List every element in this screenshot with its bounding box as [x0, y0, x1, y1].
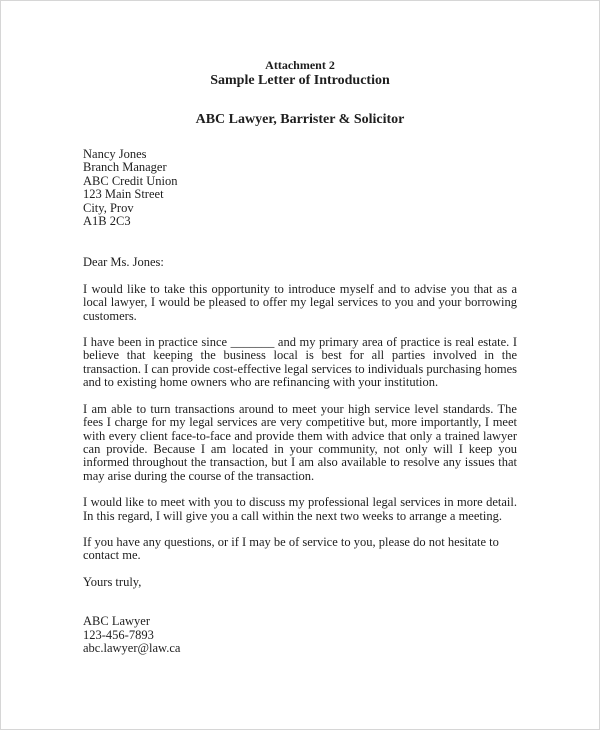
letterhead: ABC Lawyer, Barrister & Solicitor [195, 112, 405, 127]
recipient-postal-code: A1B 2C3 [83, 214, 131, 229]
paragraph-service: I am able to turn transactions around to meet your high service level standards. The fees I charge for my legal services are very competitive but, more importantly, I meet with every client face-to-face and provide them with advice that only a trained lawyer can provide. Because I am located in your community, not only will I keep you informed throughout the transaction, but I am also available to resolve any issues that may arise during the course of the transaction. [83, 401, 517, 483]
signature-name: ABC Lawyer [83, 614, 150, 629]
paragraph-questions: If you have any questions, or if I may be of service to you, please do not hesitate to contact me. [83, 534, 499, 563]
recipient-title: Branch Manager [83, 160, 167, 175]
recipient-name: Nancy Jones [83, 147, 147, 161]
signature-block [83, 615, 517, 655]
document-header [83, 58, 517, 89]
recipient-company: ABC Credit Union [83, 173, 178, 188]
recipient-city: City, Prov [83, 200, 134, 215]
paragraph-introduction: I would like to take this opportunity to introduce myself and to advise you that as a local lawyer, I would be pleased to offer my legal services to you and your borrowing customers. [83, 281, 517, 323]
recipient-address-block [83, 148, 517, 228]
letter-body [83, 256, 517, 589]
signature-phone: 123-456-7893 [83, 627, 154, 642]
salutation: Dear Ms. Jones: [83, 255, 164, 270]
closing: Yours truly, [83, 574, 142, 589]
signature-email: abc.lawyer@law.ca [83, 640, 181, 655]
attachment-label: Attachment 2 [265, 58, 335, 72]
paragraph-meeting: I would like to meet with you to discuss my professional legal services in more detail. In this regard, I will give you a call within the next two weeks to arrange a meeting. [83, 495, 517, 523]
recipient-street: 123 Main Street [83, 187, 164, 202]
document-title: Sample Letter of Introduction [210, 73, 390, 88]
paragraph-practice: I have been in practice since _______ and my primary area of practice is real estate. I believe that keeping the business local is best for all parties involved in the transaction. I can provide cost-effective legal services to individuals purchasing homes and to existing home owners who are refinancing with your institution. [83, 335, 518, 390]
